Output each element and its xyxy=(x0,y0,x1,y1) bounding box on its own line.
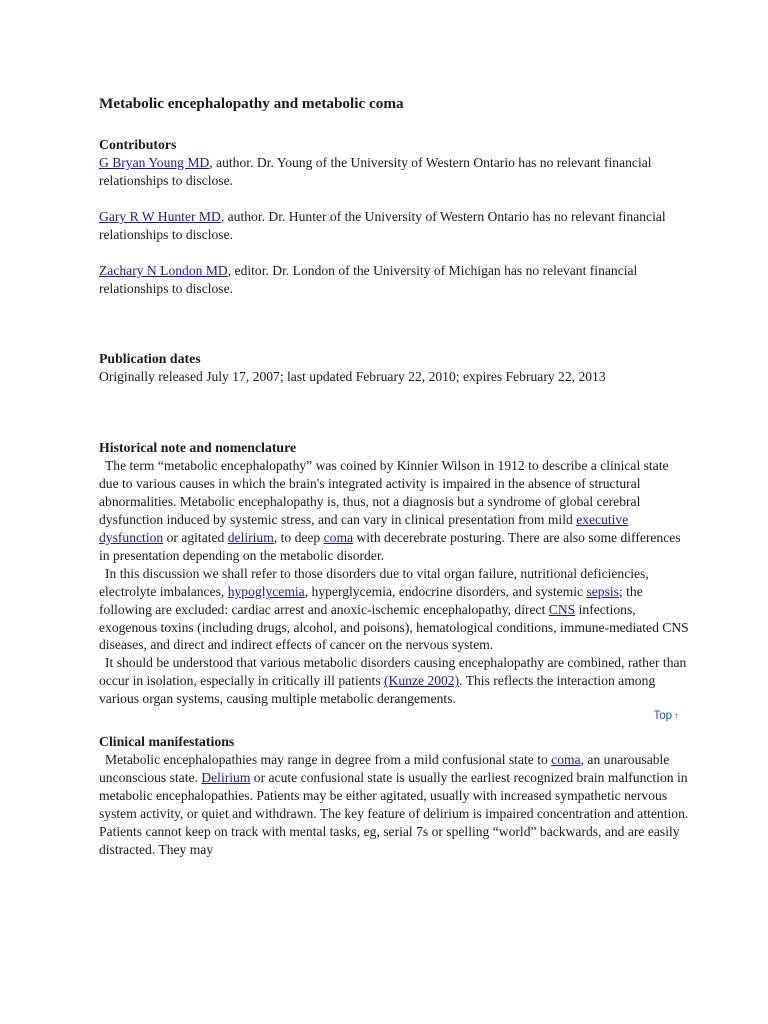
link-coma[interactable]: coma xyxy=(323,529,354,545)
link-delirium[interactable]: delirium xyxy=(227,529,274,545)
link-sepsis[interactable]: sepsis xyxy=(586,583,619,599)
paragraph-text: In this discussion we shall refer to those disorders due to vital organ failure, nutritional deficiencies, electrolyte imbalances, xyxy=(99,565,649,599)
clinical-paragraph-1 xyxy=(99,751,689,858)
paragraph-text: , to deep xyxy=(273,529,324,545)
contributor-text: , editor. Dr. London of the University of Michigan has no relevant financial relationships to disclose. xyxy=(99,262,638,296)
spacer xyxy=(99,297,689,350)
history-paragraph-3 xyxy=(99,654,689,708)
arrow-up-icon: ↑ xyxy=(674,711,679,723)
history-paragraph-1 xyxy=(99,457,689,564)
paragraph-text: , hyperglycemia, endocrine disorders, and systemic xyxy=(304,583,587,599)
link-executive-dysfunction[interactable]: executive dysfunction xyxy=(99,512,629,545)
link-hypoglycemia[interactable]: hypoglycemia xyxy=(227,583,305,599)
paragraph-text: , an unarousable unconscious state. xyxy=(99,752,670,785)
publication-dates: Originally released July 17, 2007; last updated February 22, 2010; expires February 22, 2013 xyxy=(99,369,606,385)
document-page xyxy=(99,94,689,858)
spacer xyxy=(99,190,689,208)
contributor-entry xyxy=(99,262,689,298)
contributors-heading: Contributors xyxy=(99,137,177,152)
contributor-text: , author. Dr. Hunter of the University of Western Ontario has no relevant financial relationships to disclose. xyxy=(99,208,666,242)
paragraph-text: or agitated xyxy=(163,529,228,545)
link-cns[interactable]: CNS xyxy=(548,601,576,617)
paragraph-text: It should be understood that various metabolic disorders causing encephalopathy are combined, rather than occur in isolation, especially in critically ill patients xyxy=(99,655,687,689)
paragraph-text: or acute confusional state is usually the earliest recognized brain malfunction in metabolic encephalopathies. Patients may be either agitated, usually with increased sympathetic nervous system activity, or quiet and withdrawn. The key feature of delirium is impaired concentration and attention. Patients cannot keep on track with mental tasks, eg, serial 7s or spelling “world” backwards, and are easily distracted. They may xyxy=(99,769,689,857)
contributor-text: , author. Dr. Young of the University of Western Ontario has no relevant financial relationships to disclose. xyxy=(99,155,652,188)
link-delirium-clinical[interactable]: Delirium xyxy=(201,769,251,785)
history-paragraph-2 xyxy=(99,565,689,655)
contributor-link-young[interactable]: G Bryan Young MD xyxy=(99,155,210,170)
link-coma-clinical[interactable]: coma xyxy=(551,752,581,768)
publication-heading: Publication dates xyxy=(99,351,201,367)
contributor-link-london[interactable]: Zachary N London MD xyxy=(99,262,228,278)
contributor-entry xyxy=(99,208,689,244)
document-title: Metabolic encephalopathy and metabolic coma xyxy=(99,95,404,112)
paragraph-text: infections, exogenous toxins (including drugs, alcohol, and poisons), hematological conditions, immune-mediated CNS diseases, and direct and indirect effects of cancer on the nervous system. xyxy=(99,601,689,653)
top-link-label[interactable]: Top xyxy=(653,710,672,723)
paragraph-text: Metabolic encephalopathies may range in degree from a mild confusional state to xyxy=(105,752,552,768)
history-heading: Historical note and nomenclature xyxy=(99,440,297,456)
top-link[interactable] xyxy=(99,708,689,725)
spacer xyxy=(99,386,689,439)
spacer xyxy=(99,244,689,262)
contributor-entry xyxy=(99,154,689,190)
contributor-link-hunter[interactable]: Gary R W Hunter MD xyxy=(99,208,221,224)
link-kunze-2002[interactable]: (Kunze 2002) xyxy=(384,673,460,689)
clinical-heading: Clinical manifestations xyxy=(99,734,235,750)
paragraph-text: ; the following are excluded: cardiac arrest and anoxic-ischemic encephalopathy, direct xyxy=(99,583,643,617)
paragraph-text: with decerebrate posturing. There are also some differences in presentation depending on the metabolic disorder. xyxy=(99,529,681,563)
paragraph-text: The term “metabolic encephalopathy” was coined by Kinnier Wilson in 1912 to describe a clinical state due to various causes in which the brain's integrated activity is impaired in the absence of structural abnormalities. Metabolic encephalopathy is, thus, not a diagnosis but a syndrome of global cerebral dysfunction induced by systemic stress, and can vary in clinical presentation from mild xyxy=(99,458,669,528)
paragraph-text: . This reflects the interaction among various organ systems, causing multiple metabolic derangements. xyxy=(99,673,656,707)
